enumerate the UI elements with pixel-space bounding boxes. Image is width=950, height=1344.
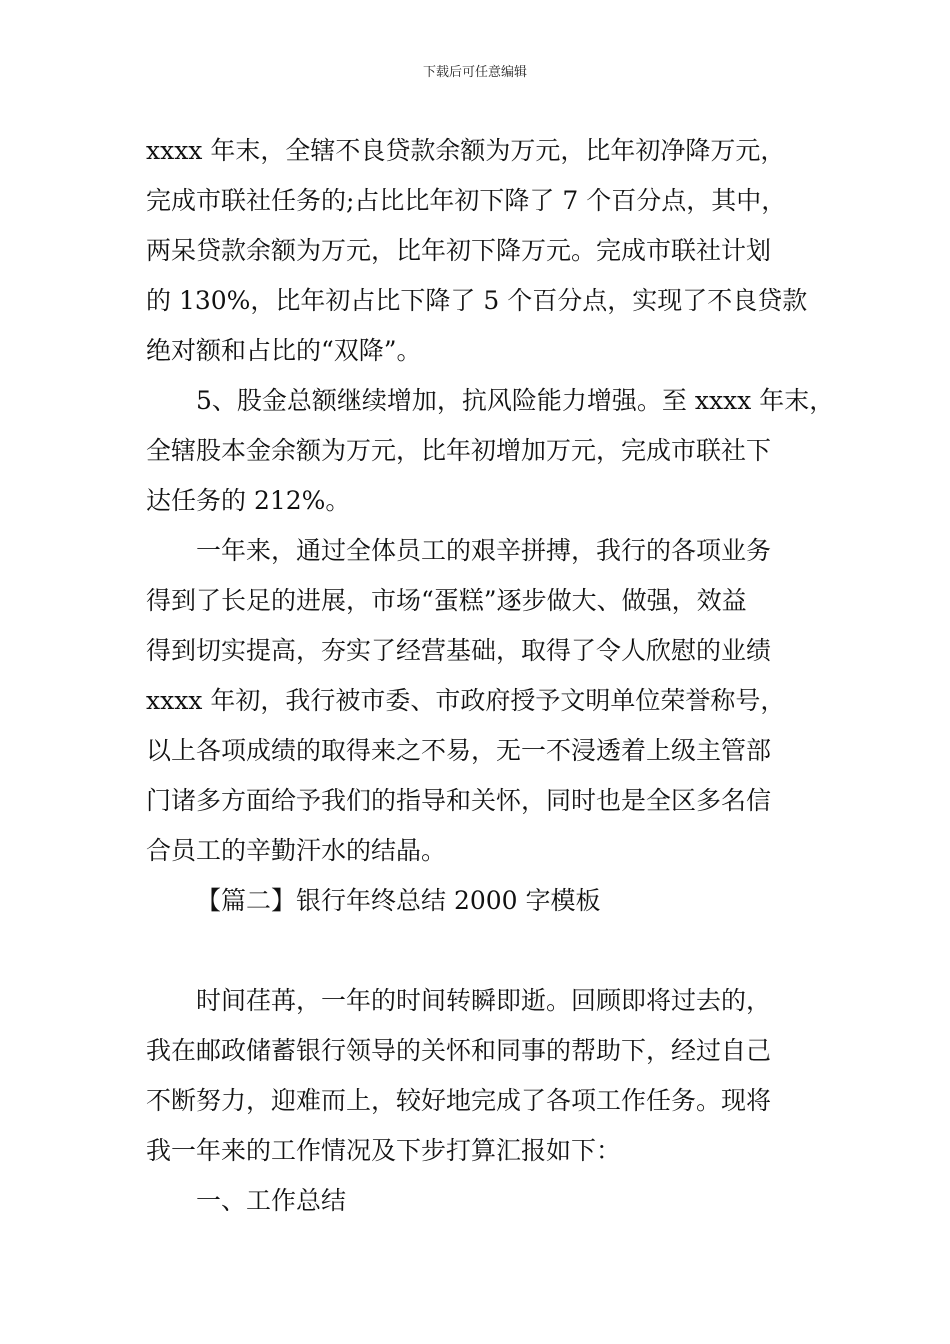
paragraph-intro [146, 976, 816, 1176]
text-line: 合员工的辛勤汗水的结晶。 [146, 836, 447, 865]
paragraph-year-summary [146, 526, 816, 876]
text-line: 一年来，通过全体员工的艰辛拼搏，我行的各项业务 [196, 536, 772, 565]
text-line: 两呆贷款余额为万元，比年初下降万元。完成市联社计划 [146, 236, 772, 265]
text-line: 得到了长足的进展，市场“蛋糕”逐步做大、做强，效益 [146, 586, 747, 615]
subsection-title: 一、工作总结 [196, 1186, 347, 1215]
text-line: 不断努力，迎难而上，较好地完成了各项工作任务。现将 [146, 1086, 772, 1115]
text-line: 完成市联社任务的;占比比年初下降了 7 个百分点，其中， [146, 186, 787, 215]
text-line: 门诸多方面给予我们的指导和关怀，同时也是全区多名信 [146, 786, 772, 815]
text-line: 的 130%，比年初占比下降了 5 个百分点，实现了不良贷款 [146, 286, 808, 315]
text-line: 绝对额和占比的“双降”。 [146, 336, 422, 365]
text-line: 得到切实提高，夯实了经营基础，取得了令人欣慰的业绩 [146, 636, 772, 665]
section-heading [146, 876, 816, 926]
text-line: 时间荏苒，一年的时间转瞬即逝。回顾即将过去的， [196, 986, 772, 1015]
text-line: 全辖股本金余额为万元，比年初增加万元，完成市联社下 [146, 436, 772, 465]
paragraph-share-capital [146, 376, 835, 526]
section-title: 【篇二】银行年终总结 2000 字模板 [196, 886, 601, 915]
page-header: 下载后可任意编辑 [422, 65, 527, 80]
document-body [146, 126, 835, 1226]
text-line: 以上各项成绩的取得来之不易，无一不浸透着上级主管部 [146, 736, 772, 765]
text-line: 达任务的 212%。 [146, 486, 351, 515]
text-line: xxxx 年末，全辖不良贷款余额为万元，比年初净降万元， [146, 136, 786, 165]
text-line: 5、股金总额继续增加，抗风险能力增强。至 xxxx 年末， [196, 386, 835, 415]
subsection-heading [146, 1176, 816, 1226]
text-line: xxxx 年初，我行被市委、市政府授予文明单位荣誉称号， [146, 686, 786, 715]
text-line: 我在邮政储蓄银行领导的关怀和同事的帮助下，经过自己 [146, 1036, 772, 1065]
paragraph-bad-loans [146, 126, 816, 376]
text-line: 我一年来的工作情况及下步打算汇报如下： [146, 1136, 622, 1165]
blank-line [146, 926, 816, 976]
